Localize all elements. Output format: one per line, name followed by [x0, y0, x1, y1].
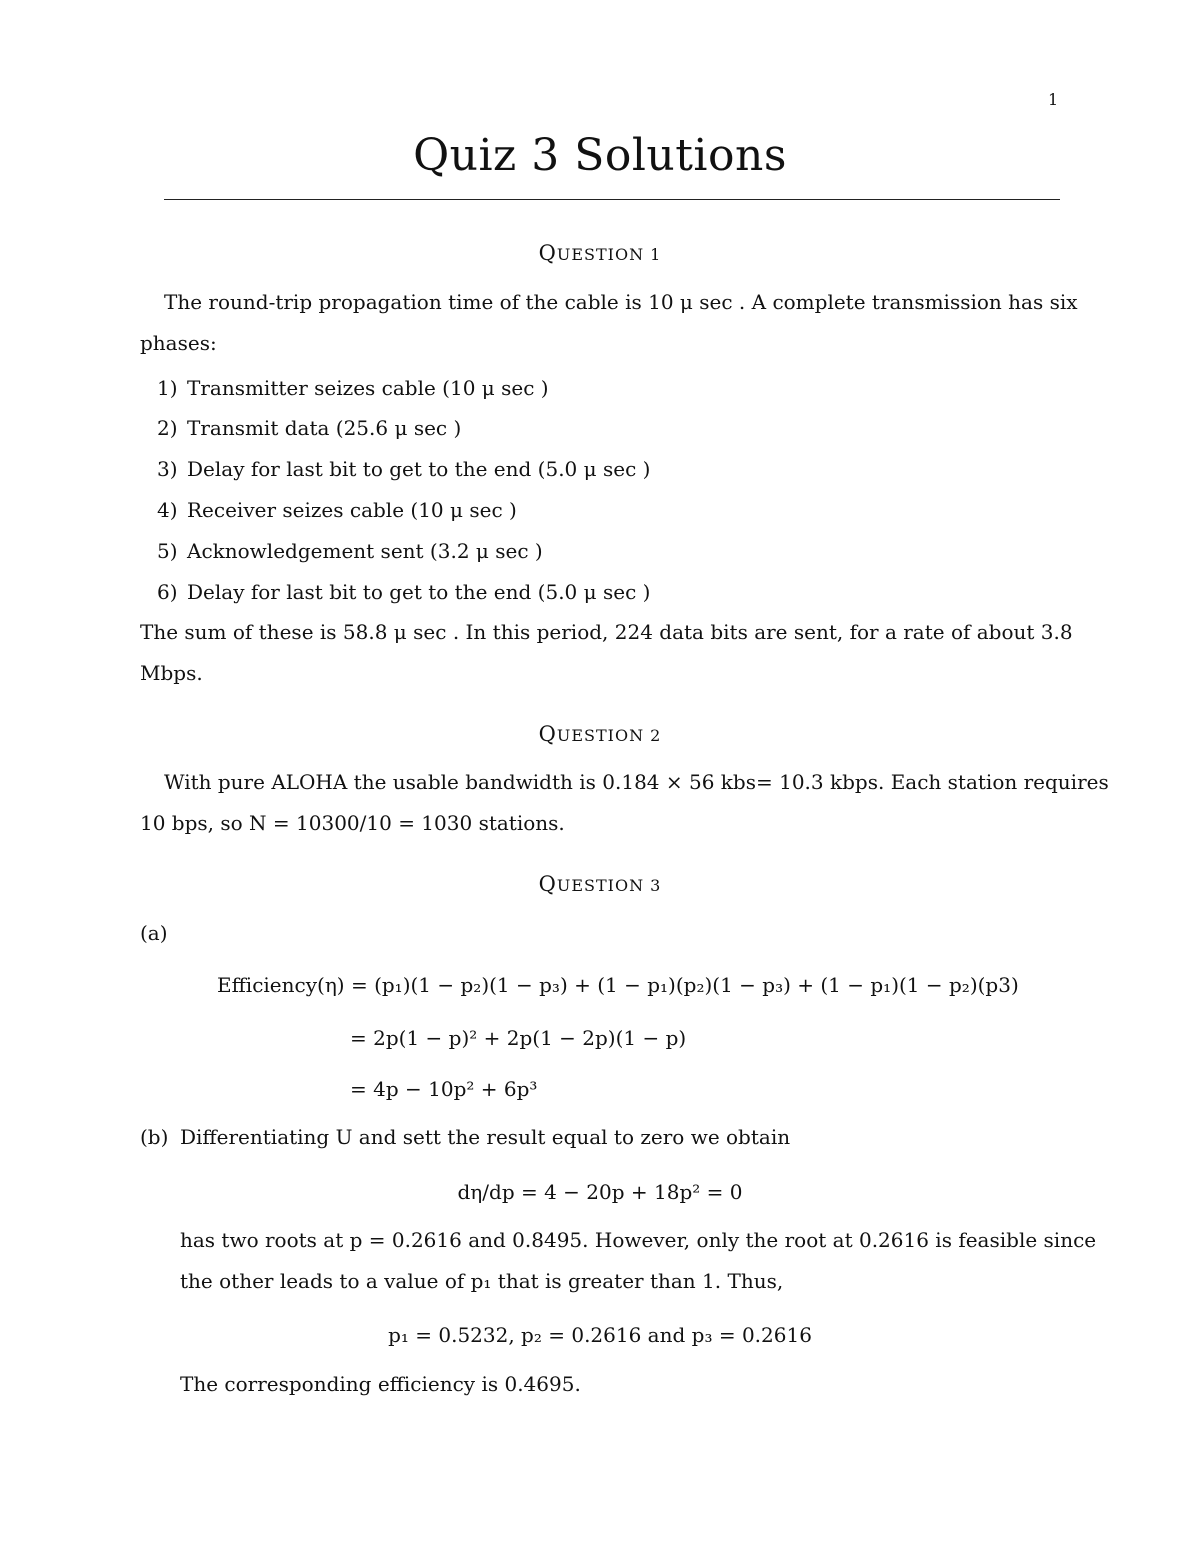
q1-intro-line-1: The round-trip propagation time of the cable is 10 μ sec . A complete transmission has six [164, 290, 1078, 314]
title-rule [164, 199, 1060, 200]
derivative-equation: dη/dp = 4 − 20p + 18p² = 0 [457, 1180, 743, 1204]
conclusion: The corresponding efficiency is 0.4695. [180, 1372, 581, 1396]
q1-sum-line-1: The sum of these is 58.8 μ sec . In this period, 224 data bits are sent, for a rate of about 3.8 [140, 620, 1073, 644]
q1-sum-line-2: Mbps. [140, 661, 203, 685]
q2-line-2: 10 bps, so N = 10300/10 = 1030 stations. [140, 811, 565, 835]
phase-item: 5) Acknowledgement sent (3.2 μ sec ) [157, 539, 543, 563]
efficiency-equation-step-2: = 2p(1 − p)² + 2p(1 − 2p)(1 − p) [350, 1026, 687, 1050]
part-b-text: Differentiating U and sett the result equal to zero we obtain [180, 1125, 791, 1149]
page-number: 1 [1048, 90, 1059, 109]
roots-line-2: the other leads to a value of p₁ that is greater than 1. Thus, [180, 1269, 784, 1293]
page-title: Quiz 3 Solutions [413, 130, 787, 181]
q2-line-1: With pure ALOHA the usable bandwidth is 0.184 × 56 kbs= 10.3 kbps. Each station requires [164, 770, 1109, 794]
phase-item: 1) Transmitter seizes cable (10 μ sec ) [157, 376, 549, 400]
phase-item: 4) Receiver seizes cable (10 μ sec ) [157, 498, 517, 522]
q1-intro-line-2: phases: [140, 331, 217, 355]
result-equation: p₁ = 0.5232, p₂ = 0.2616 and p₃ = 0.2616 [388, 1323, 812, 1347]
question-1-heading: QUESTION 1 [538, 241, 662, 265]
efficiency-equation: Efficiency(η) = (p₁)(1 − p₂)(1 − p₃) + (1 − p₁)(p₂)(1 − p₃) + (1 − p₁)(1 − p₂)(p3) [217, 973, 1019, 997]
efficiency-equation-step-3: = 4p − 10p² + 6p³ [350, 1077, 538, 1101]
question-3-heading: QUESTION 3 [538, 872, 662, 896]
phase-item: 6) Delay for last bit to get to the end (5.0 μ sec ) [157, 580, 651, 604]
phase-item: 3) Delay for last bit to get to the end (5.0 μ sec ) [157, 457, 651, 481]
part-b-label: (b) [140, 1125, 169, 1149]
question-2-heading: QUESTION 2 [538, 722, 662, 746]
part-a-label: (a) [140, 921, 168, 945]
roots-line-1: has two roots at p = 0.2616 and 0.8495. However, only the root at 0.2616 is feasible since [180, 1228, 1097, 1252]
phase-item: 2) Transmit data (25.6 μ sec ) [157, 416, 462, 440]
